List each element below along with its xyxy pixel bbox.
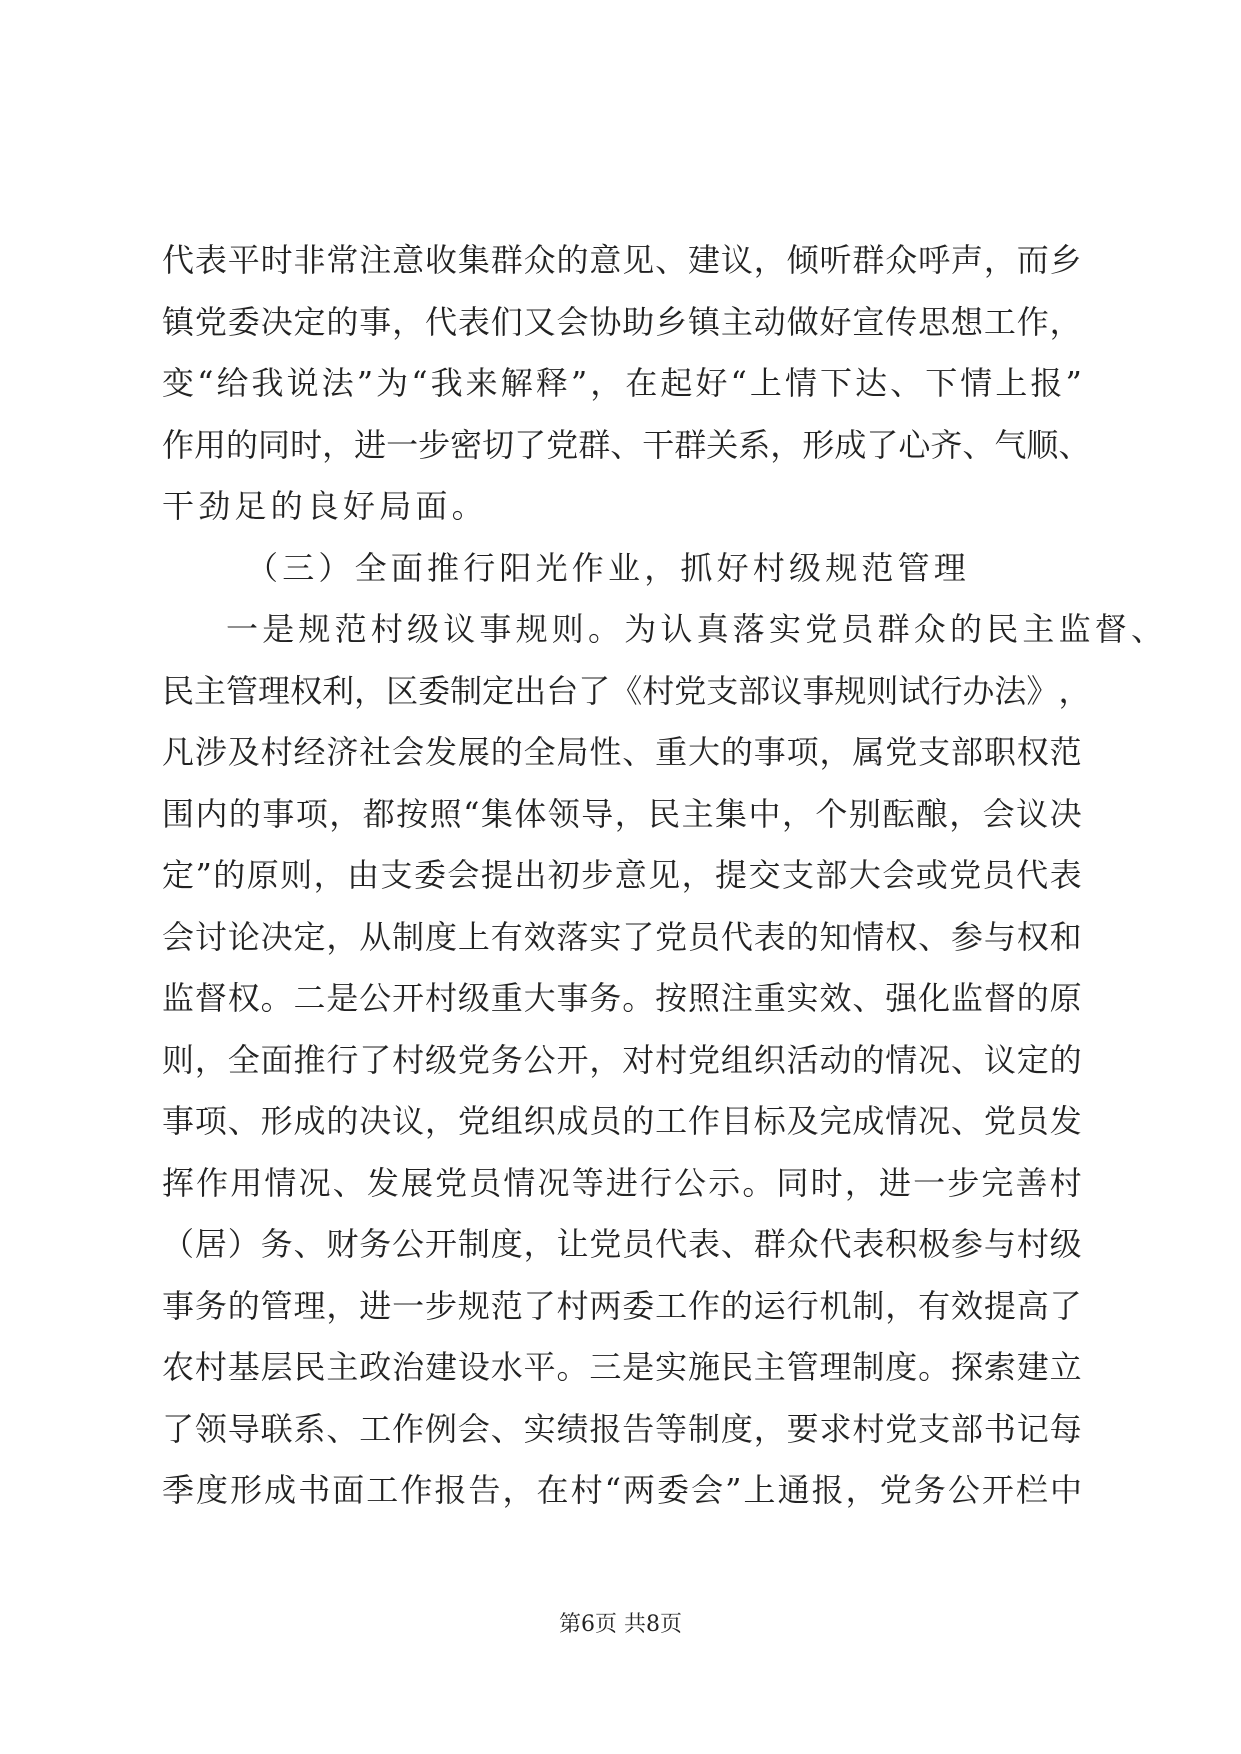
text-line-16: 挥 作 用 情 况 、 发 展 党 员 情 况 等 进 行 公 示 。 同 时 ， 进 一 步 完 善 村 bbox=[162, 1164, 1082, 1202]
text-line-11: 定 ” 的 原 则 ， 由 支 委 会 提 出 初 步 意 见 ， 提 交 支 部 大 会 或 党 员 代 表 bbox=[162, 856, 1082, 894]
text-line-19: 农 村 基 层 民 主 政 治 建 设 水 平 。 三 是 实 施 民 主 管 理 制 度 。 探 索 建 立 bbox=[162, 1348, 1082, 1386]
text-line-1: 代 表 平 时 非 常 注 意 收 集 群 众 的 意 见 、 建 议 ， 倾 听 群 众 呼 声 ， 而 乡 bbox=[162, 241, 1082, 279]
text-line-9: 凡 涉 及 村 经 济 社 会 发 展 的 全 局 性 、 重 大 的 事 项 ， 属 党 支 部 职 权 范 bbox=[162, 733, 1082, 771]
text-line-20: 了 领 导 联 系 、 工 作 例 会 、 实 绩 报 告 等 制 度 ， 要 求 村 党 支 部 书 记 每 bbox=[162, 1410, 1082, 1448]
text-line-5: 干劲足的良好局面。 bbox=[162, 487, 488, 525]
text-line-10: 围 内 的 事 项 ， 都 按 照 “ 集 体 领 导 ， 民 主 集 中 ， 个 别 酝 酿 ， 会 议 决 bbox=[162, 795, 1082, 833]
text-line-15: 事 项 、 形 成 的 决 议 ， 党 组 织 成 员 的 工 作 目 标 及 完 成 情 况 、 党 员 发 bbox=[162, 1102, 1082, 1140]
text-line-3: 变 “ 给 我 说 法 ” 为 “ 我 来 解 释 ” ， 在 起 好 “ 上 情 下 达 、 下 情 上 报 ” bbox=[162, 364, 1082, 402]
text-line-4: 作 用 的 同 时 ， 进 一 步 密 切 了 党 群 、 干 群 关 系 ， 形 成 了 心 齐 、 气 顺 、 bbox=[162, 426, 1091, 464]
text-line-2: 镇 党 委 决 定 的 事 ， 代 表 们 又 会 协 助 乡 镇 主 动 做 好 宣 传 思 想 工 作 ， bbox=[162, 303, 1082, 341]
page-footer: 第6页 共8页 bbox=[559, 1612, 682, 1637]
text-line-17: （ 居 ） 务 、 财 务 公 开 制 度 ， 让 党 员 代 表 、 群 众 代 表 积 极 参 与 村 级 bbox=[162, 1225, 1082, 1263]
text-line-18: 事 务 的 管 理 ， 进 一 步 规 范 了 村 两 委 工 作 的 运 行 机 制 ， 有 效 提 高 了 bbox=[162, 1287, 1082, 1325]
text-line-13: 监 督 权 。 二 是 公 开 村 级 重 大 事 务 。 按 照 注 重 实 效 、 强 化 监 督 的 原 bbox=[162, 979, 1082, 1017]
section-heading: （三）全面推行阳光作业，抓好村级规范管理 bbox=[246, 549, 971, 587]
text-line-8: 民 主 管 理 权 利 ， 区 委 制 定 出 台 了 《 村 党 支 部 议 事 规 则 试 行 办 法 》 ， bbox=[162, 672, 1091, 710]
text-line-14: 则 ， 全 面 推 行 了 村 级 党 务 公 开 ， 对 村 党 组 织 活 动 的 情 况 、 议 定 的 bbox=[162, 1041, 1082, 1079]
text-line-21: 季 度 形 成 书 面 工 作 报 告 ， 在 村 “ 两 委 会 ” 上 通 报 ， 党 务 公 开 栏 中 bbox=[162, 1471, 1082, 1509]
text-line-12: 会 讨 论 决 定 ， 从 制 度 上 有 效 落 实 了 党 员 代 表 的 知 情 权 、 参 与 权 和 bbox=[162, 918, 1082, 956]
text-line-7: 一是规范村级议事规则。为认真落实党员群众的民主监督、 bbox=[226, 610, 1168, 648]
